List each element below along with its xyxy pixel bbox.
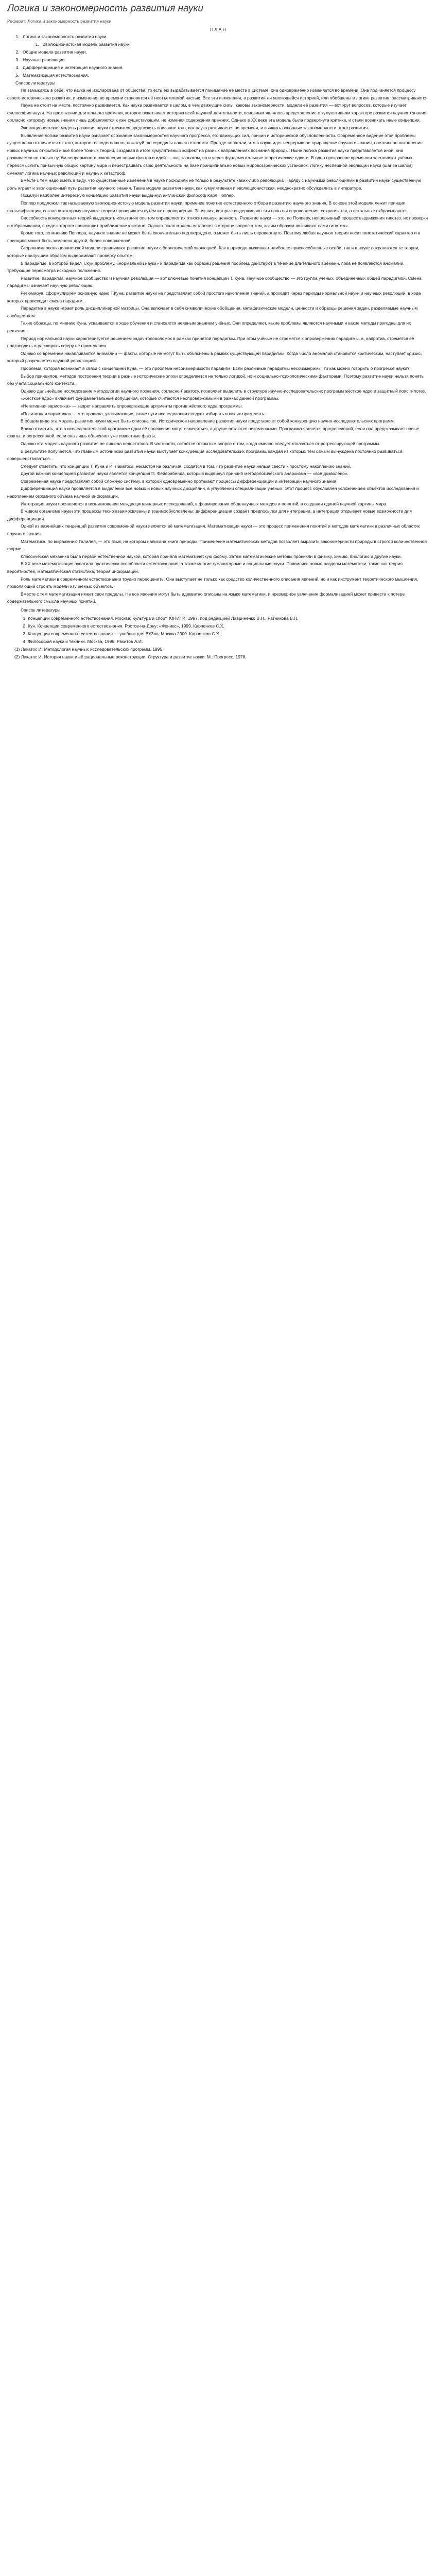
body-paragraph: Выбор принципов, методов построения теории в разные исторические эпохи определяется не только логикой, но и социально-психологическими факторами. Поэтому развитие науки нельзя понять без учёта социального контекста. — [7, 373, 424, 386]
body-paragraph: Роль математики в современном естествознании трудно переоценить. Она выступает не только как средство количественного описания явлений, но и как инструмент теоретического мышления, позволяющий строить модели изучаемых объектов. — [7, 576, 418, 589]
body-paragraph: В живом организме науки эти процессы тесно взаимосвязаны и взаимообусловлены: дифференциация создаёт предпосылки для интеграции, а интеграция открывает новые возможности для дифференциации. — [7, 509, 412, 521]
body-paragraph: Однако дальнейшее исследование методологии научного познания, согласно Лакатосу, позволяет выделить в структуре научно-исследовательских программ жёсткое ядро и защитный пояс гипотез. — [21, 388, 426, 394]
body-paragraph: Однако эта модель научного развития не лишена недостатков. В частности, остаётся открытым вопрос о том, когда именно следует отказаться от регрессирующей программы. — [21, 440, 381, 446]
body-paragraph: Проблема, которая возникает в связи с концепцией Куна, — это проблема несоизмеримости парадигм. Если различные парадигмы несоизмеримы, то как можно говорить о прогрессе науки? — [21, 365, 410, 371]
body-paragraph: Следует отметить, что концепции Т. Куна и И. Лакатоса, несмотря на различия, сходятся в том, что развитие науки нельзя свести к простому накоплению знаний. — [21, 463, 352, 469]
body-paragraph: В парадигме, в которой видел Т.Кун проблему, «нормальной науки» и парадигма как образец решения проблем, действуют в течение длительного времени, пока не появляются аномалии, требующие пересмотра исходных положений. — [7, 260, 405, 274]
plan-item: 5. Математизация естествознания. — [21, 72, 429, 79]
body-paragraph: Выявление логики развития науки означает осознание закономерностей научного прогресса, его движущих сил, причин и исторической обусловленности. Современное видение этой проблемы существенно отличается от того, которое господствовало, пожалуй, до середины нашего столетия. Прежде полагали, что в науке идет непрерывное приращение научного знания, постоянное накопление новых научных открытий и всё более точных теорий, создавая в итоге кумулятивный эффект на разных направлениях познания природы. Ныне логика развития науки представляется иной: она развивается не только путём непрерывного накопления новых фактов и идей — шаг за шагом, но и через фундаментальные теоретические сдвиги. В одно прекрасное время они заставляют учёных переосмыслить привычную общую картину мира и перестраивать свою деятельность на базе принципиально новых мировоззренческих установок. Логику неспешной эволюции науки (шаг за шагом) сменяет логика научных революций и научных катастроф. — [7, 132, 423, 176]
document-page — [0, 0, 436, 671]
body-paragraph: Вместе с тем математизация имеет свои пределы. Не все явления могут быть адекватно описаны на языке математики, и чрезмерное увлечение формализацией может привести к потере содержательного смысла научных понятий. — [7, 591, 405, 604]
footnote: (2) Лакатос И. История науки и её рациональные реконструкции. Структура и развитие науки. М.: Прогресс, 1978. — [14, 654, 247, 659]
body-paragraph: «Позитивная эвристика» — это правила, указывающие, какие пути исследования следует избирать и как их применять. — [21, 411, 266, 416]
body-paragraph: Математика, по выражению Галилея, — это язык, на котором написана книга природы. Применение математических методов позволяет выразить закономерности природы в строгой количественной форме. — [7, 538, 427, 552]
body-paragraph: Эволюционистская модель развития науки стремится предложить описание того, как наука развивается во времени, и выявить основные закономерности этого развития. — [21, 125, 369, 130]
body-paragraph: Важно отметить, что в исследовательской программе одни её положения могут изменяться, а другие остаются неизменными. Программа является прогрессивной, если она предсказывает новые факты, и регрессивной, если она лишь объясняет уже известные факты. — [7, 426, 420, 439]
body-text — [7, 87, 429, 605]
body-paragraph: В общем виде эта модель развития науки может быть описана так. Историческое направление развития науки представляет собой конкуренцию научно-исследовательских программ. — [21, 418, 395, 424]
body-paragraph: Период нормальной науки характеризуется решением задач-головоломок в рамках принятой парадигмы. При этом учёные не стремятся к опровержению парадигмы, а, напротив, стремятся её подтвердить и расширить сферу её применения. — [7, 335, 414, 349]
body-paragraph: Кроме того, по мнению Поппера, научное знание не может быть окончательно подтверждено, а может быть лишь опровергнуто. Поэтому любая научная теория носит гипотетический характер и в принципе может быть заменена другой, более совершенной. — [7, 230, 421, 243]
body-paragraph: Не замыкаясь в себе, что наука не изолирована от общества, то есть ею вырабатывается понимание её места в системе, она одновременно изменяется во времени. Она подчиняется процессу своего исторического развития, и изменения во времени становятся её неотъемлемой частью. Все эти изменения, в развитии ли являющейся историей, или обобщены в логике развития, рассматриваются. — [7, 88, 429, 100]
plan-literature-heading: Список литературы — [15, 80, 56, 86]
literature-item: 3. Концепции современного естествознания — учебник для ВУЗов, Москва 2000. Карпенков С.Х. — [28, 630, 429, 638]
body-paragraph: Поппер предложил так называемую эволюционистскую модель развития науки, применив понятие естественного отбора к развитию научного знания. В основе этой модели лежит принцип фальсификации, согласно которому научные теории проверяются путём их опровержения. Те из них, которые выдерживают эти попытки опровержения, сохраняются, а остальные отбрасываются. — [7, 200, 409, 213]
plan-item: 4. Дифференциация и интеграция научного знания. — [21, 64, 429, 72]
body-paragraph: Вместе с тем надо иметь в виду, что существенные изменения в науке проходили не только в результате каких-либо революций. Наряду с научными революциями в развитии науки существенную роль играет и эволюционный путь развития научного знания. Такие модели развития науки, как кумулятивная и эволюционистская, неоднократно обсуждались в литературе. — [7, 178, 422, 191]
plan-item — [21, 33, 429, 48]
plan-item: 2. Общие модели развития науки. — [21, 48, 429, 56]
literature-item: 4. Философия науки и техники. Москва, 1996. Ракитов А.И. — [28, 638, 429, 646]
body-paragraph: В XX веке математизация охватила практически все области естествознания, а также многие гуманитарные и социальные науки. Появились новые разделы математики, такие как теория вероятностей, математическая статистика, теория информации. — [7, 561, 403, 574]
body-paragraph: Резюмируя, сформулируем основную идею Т.Куна: развитие науки не представляет собой простого накопления знаний, а проходит через периоды нормальной науки и научных революций, в ходе которых происходит смена парадигм. — [7, 291, 421, 303]
body-paragraph: В результате получается, что главным источником развития науки выступает конкуренция исследовательских программ, каждая из которых тем самым вынуждена постоянно развиваться, совершенствоваться. — [7, 448, 404, 462]
plan-item-label: Логика и закономерность развития науки. — [23, 34, 108, 39]
body-paragraph: Дифференциация науки проявляется в выделении всё новых и новых научных дисциплин, в углублении специализации учёных. Этот процесс обусловлен усложнением объектов исследования и накоплением огромного объёма научной информации. — [7, 486, 419, 499]
body-paragraph: Интеграция науки проявляется в возникновении междисциплинарных исследований, в формировании общенаучных методов и понятий, в создании единой научной картины мира. — [21, 501, 388, 506]
body-paragraph: Способность конкурентных теорий выдержать испытание опытом определяет их относительную ценность. Развитие науки — это, по Попперу, непрерывный процесс выдвижения гипотез, их проверки и отбрасывания, в ходе которого происходит приближение к истине. Однако такая модель оставляет в стороне вопрос о том, каким образом возникают сами гипотезы. — [7, 215, 428, 228]
document-title: Логика и закономерность развития науки — [7, 3, 204, 14]
body-paragraph: Парадигма в науке играет роль дисциплинарной матрицы. Она включает в себя символические обобщения, метафизические модели, ценности и образцы решения задач, разделяемые научным сообществом. — [7, 306, 418, 318]
body-paragraph: Пожалуй наиболее интересную концепцию развития науки выдвинул английский философ Карл Поппер. — [21, 193, 235, 198]
body-paragraph: Современная наука представляет собой сложную систему, в которой одновременно протекают процессы дифференциации и интеграции научного знания. — [21, 478, 338, 484]
literature-list — [7, 615, 429, 646]
literature-item: 2. Кун. Концепции современного естествознания. Ростов-на-Дону: «Феникс», 1999. Карпенков С.Х. — [28, 622, 429, 630]
reader-line: Реферат: Логика и закономерность развития науки — [7, 19, 112, 24]
plan-item: 3. Научные революции. — [21, 56, 429, 64]
footnote: (1) Лакатос И. Методология научных исследовательских программ. 1995. — [14, 646, 164, 652]
plan-list — [7, 33, 429, 79]
body-paragraph: «Жёсткое ядро» включает фундаментальные допущения, которые считаются неопровержимыми в рамках данной программы. — [21, 396, 280, 401]
body-paragraph: Другой важной концепцией развития науки является концепция П. Фейерабенда, который выдвинул принцип методологического анархизма — «всё дозволено». — [21, 471, 348, 477]
body-paragraph: Сторонники эволюционистской модели сравнивают развитие науки с биологической эволюцией. Как в природе выживают наиболее приспособленные особи, так и в науке сохраняются те теории, которые наилучшим образом выдерживают проверку опытом. — [7, 245, 420, 259]
body-paragraph: Наука не стоит на месте, постоянно развивается. Как наука развивается в целом, в чём движущие силы, каковы закономерности, модели её развития — вот круг вопросов, которые изучает философия науки. На протяжении длительного времени, которое охватывает историю всей научной деятельности, основным являлось представление о кумулятивном характере развития научного знания, согласно которому новые знания лишь добавляются к уже существующим, не изменяя содержания прежних. Однако в ХХ веке эта модель была подвергнута критике, и стали возникать иные концепции. — [7, 103, 428, 123]
plan-title: П Л А Н — [210, 27, 226, 32]
literature-heading: Список литературы — [21, 607, 61, 613]
body-paragraph: «Негативная эвристика» — запрет направлять опровергающие аргументы против жёсткого ядра программы. — [21, 403, 243, 409]
body-paragraph: Развитие, парадигма, научное сообщество и научная революция — вот ключевые понятия концепции Т. Куна. Научное сообщество — это группа учёных, объединённых общей парадигмой. Смена парадигмы означает научную революцию. — [7, 275, 422, 289]
body-paragraph: Классическая механика была первой естественной наукой, которая приняла математическую форму. Затем математические методы проникли в физику, химию, биологию и другие науки. — [21, 553, 402, 559]
plan-sublist — [23, 41, 429, 48]
body-paragraph: Однако со временем накапливаются аномалии — факты, которые не могут быть объяснены в рамках существующей парадигмы. Когда число аномалий становится критическим, наступает кризис, который разрешается научной революцией. — [7, 350, 422, 364]
footnotes — [7, 646, 429, 661]
literature-item: 1. Концепции современного естествознания. Москва: Культура и спорт, ЮНИТИ, 1997, под редакцией Лавриненко В.Н., Ратникова В.П. — [28, 615, 429, 622]
plan-subitem: 1. Эволюционистская модель развития науки — [40, 41, 429, 48]
body-paragraph: Такие образцы, по мнению Куна, усваиваются в ходе обучения и становятся неявным знанием учёных. Они определяют, какие проблемы являются научными и какие методы пригодны для их решения. — [7, 320, 411, 333]
body-paragraph: Одной из важнейших тенденций развития современной науки является её математизация. Математизация науки — это процесс применения понятий и методов математики в различных областях научного знания. — [7, 523, 420, 537]
